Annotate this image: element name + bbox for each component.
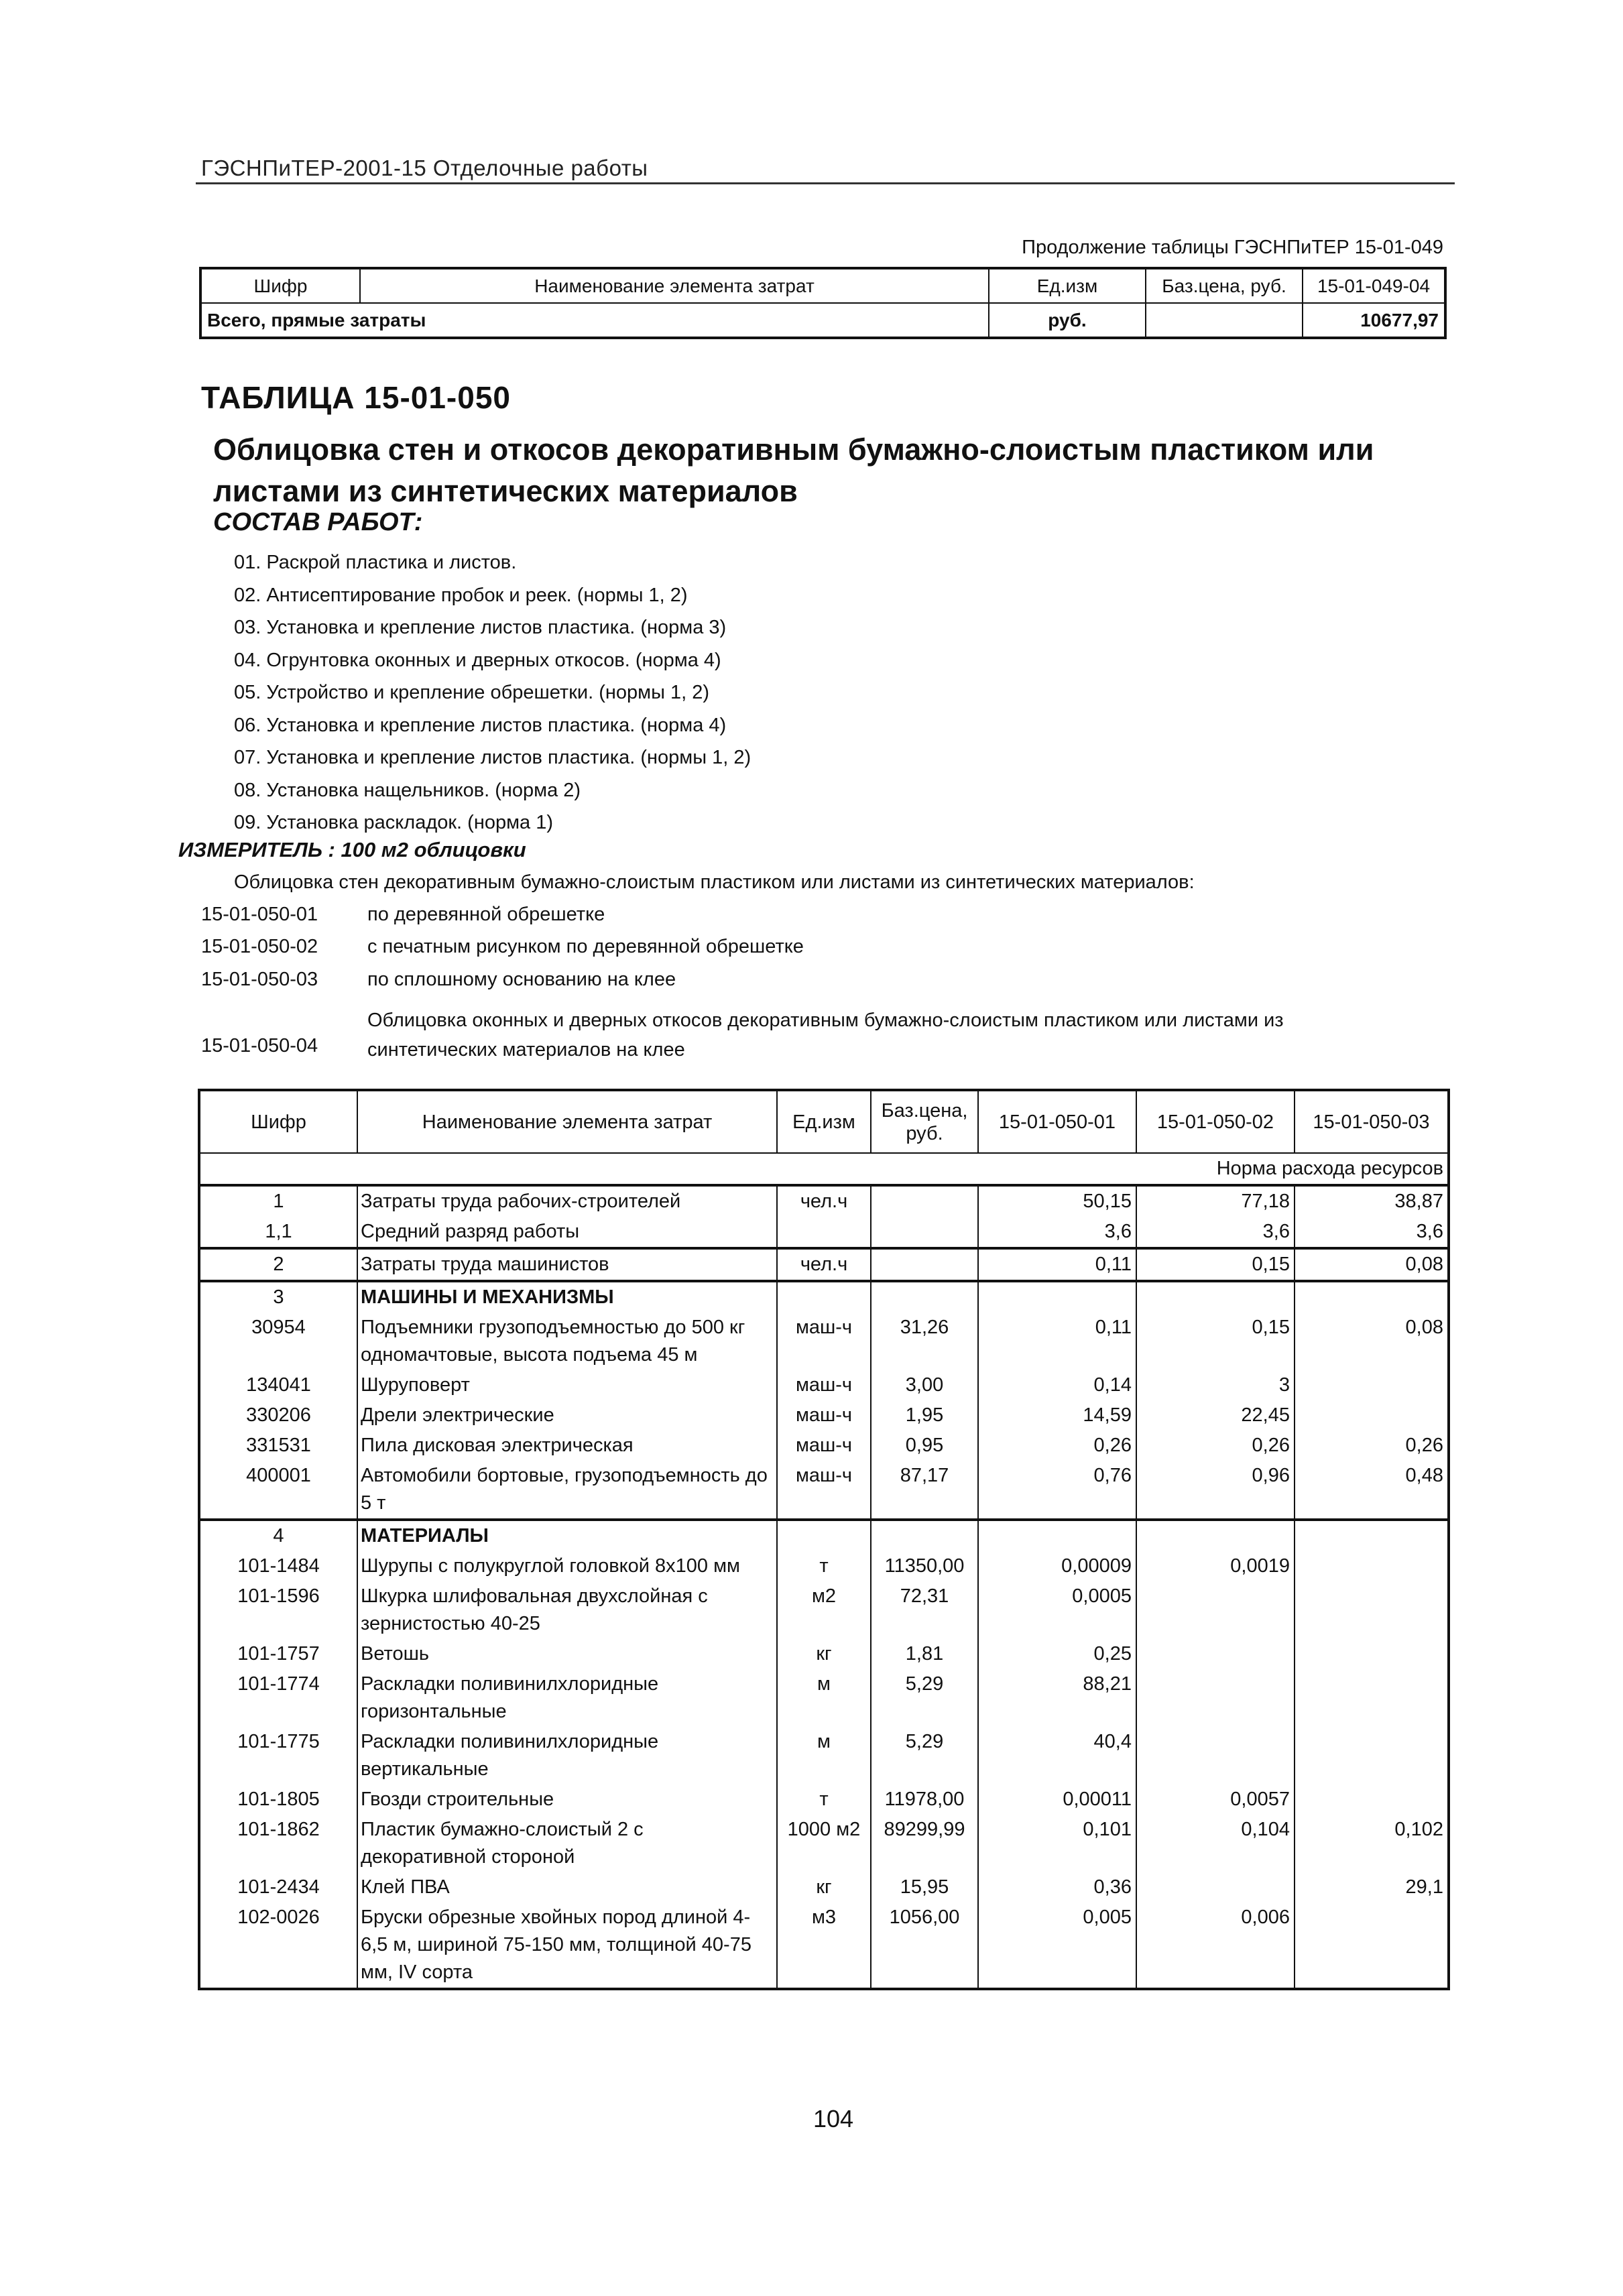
row-value-col2: 0,0057 [1136, 1785, 1295, 1815]
row-unit: маш-ч [777, 1313, 871, 1370]
table-row [199, 1872, 1449, 1902]
page-number: 104 [813, 2105, 854, 2132]
row-unit: м [777, 1727, 871, 1785]
row-price: 89299,99 [871, 1815, 978, 1872]
table-row [199, 1217, 1449, 1248]
table-row [199, 1400, 1449, 1431]
list-item: 09. Установка раскладок. (норма 1) [234, 812, 554, 833]
row-unit: чел.ч [777, 1248, 871, 1281]
row-price: 15,95 [871, 1872, 978, 1902]
row-price: 5,29 [871, 1669, 978, 1727]
row-value-col3: 0,48 [1295, 1461, 1449, 1520]
prev-total-unit: руб. [989, 303, 1146, 338]
table-row [199, 1281, 1449, 1313]
row-name: Пила дисковая электрическая [357, 1431, 777, 1461]
works-list [234, 546, 751, 839]
row-value-col2: 0,15 [1136, 1248, 1295, 1281]
row-price [871, 1217, 978, 1248]
row-value-col3: 0,102 [1295, 1815, 1449, 1872]
works-heading: СОСТАВ РАБОТ: [213, 508, 423, 536]
row-price: 87,17 [871, 1461, 978, 1520]
row-price: 3,00 [871, 1370, 978, 1400]
row-value-col1: 0,0005 [978, 1581, 1136, 1639]
row-code: 102-0026 [199, 1902, 357, 1989]
row-unit: 1000 м2 [777, 1815, 871, 1872]
running-title: ГЭСНПиТЕР-2001-15 Отделочные работы [201, 156, 648, 180]
row-name: Затраты труда рабочих-строителей [357, 1185, 777, 1217]
prev-total-label: Всего, прямые затраты [200, 303, 989, 338]
row-value-col3: 29,1 [1295, 1872, 1449, 1902]
row-value-col1: 0,36 [978, 1872, 1136, 1902]
row-value-col3 [1295, 1370, 1449, 1400]
table-row [199, 1313, 1449, 1370]
row-code: 4 [199, 1520, 357, 1551]
row-name: Автомобили бортовые, грузоподъемность до 5 т [357, 1461, 777, 1520]
row-unit: т [777, 1551, 871, 1581]
table-title: Облицовка стен и откосов декоративным бумажно-слоистым пластиком или листами из синтетических материалов [213, 432, 1374, 508]
row-name: Гвозди строительные [357, 1785, 777, 1815]
prev-total-price [1146, 303, 1303, 338]
row-value-col2 [1136, 1281, 1295, 1313]
row-name: Пластик бумажно-слоистый 2 с декоративной стороной [357, 1815, 777, 1872]
norm-code: 15-01-050-02 [201, 936, 318, 957]
row-name: Бруски обрезные хвойных пород длиной 4-6,5 м, шириной 75-150 мм, толщиной 40-75 мм, IV сорта [357, 1902, 777, 1989]
row-code: 101-1805 [199, 1785, 357, 1815]
norm-code: 15-01-050-01 [201, 904, 318, 925]
row-price: 1056,00 [871, 1902, 978, 1989]
row-code: 101-2434 [199, 1872, 357, 1902]
resources-table [198, 1089, 1450, 1990]
row-name: Ветошь [357, 1639, 777, 1669]
prev-table-caption: Продолжение таблицы ГЭСНПиТЕР 15-01-049 [1022, 237, 1443, 258]
row-value-col3 [1295, 1520, 1449, 1551]
row-code: 101-1774 [199, 1669, 357, 1727]
row-unit: кг [777, 1872, 871, 1902]
table-row [199, 1815, 1449, 1872]
prev-header-name: Наименование элемента затрат [360, 268, 989, 303]
row-value-col3 [1295, 1727, 1449, 1785]
list-item: 02. Антисептирование пробок и реек. (нормы 1, 2) [234, 584, 688, 606]
row-value-col2 [1136, 1581, 1295, 1639]
row-name: Затраты труда машинистов [357, 1248, 777, 1281]
row-value-col1: 50,15 [978, 1185, 1136, 1217]
row-code: 331531 [199, 1431, 357, 1461]
resources-header-row [199, 1090, 1449, 1153]
header-code: Шифр [199, 1090, 357, 1153]
row-unit: т [777, 1785, 871, 1815]
row-name: Подъемники грузоподъемностью до 500 кг одномачтовые, высота подъема 45 м [357, 1313, 777, 1370]
row-value-col2: 0,006 [1136, 1902, 1295, 1989]
row-name: Клей ПВА [357, 1872, 777, 1902]
prev-table-header-row [200, 268, 1445, 303]
row-value-col2: 0,96 [1136, 1461, 1295, 1520]
row-value-col1: 3,6 [978, 1217, 1136, 1248]
table-number: ТАБЛИЦА 15-01-050 [201, 380, 511, 415]
row-name: Дрели электрические [357, 1400, 777, 1431]
row-value-col3: 38,87 [1295, 1185, 1449, 1217]
header-name: Наименование элемента затрат [357, 1090, 777, 1153]
row-value-col3 [1295, 1785, 1449, 1815]
norm-code: 15-01-050-03 [201, 969, 318, 990]
row-value-col2 [1136, 1639, 1295, 1669]
row-price: 1,81 [871, 1639, 978, 1669]
row-value-col1: 0,11 [978, 1313, 1136, 1370]
table-row [199, 1248, 1449, 1281]
row-code: 1 [199, 1185, 357, 1217]
table-row [199, 1461, 1449, 1520]
row-value-col1: 0,76 [978, 1461, 1136, 1520]
row-value-col1: 0,11 [978, 1248, 1136, 1281]
row-price [871, 1520, 978, 1551]
row-unit: маш-ч [777, 1431, 871, 1461]
table-row [199, 1727, 1449, 1785]
row-value-col3 [1295, 1639, 1449, 1669]
table-row [199, 1431, 1449, 1461]
table-row [199, 1551, 1449, 1581]
prev-table-total-row [200, 303, 1445, 338]
norm-description: с печатным рисунком по деревянной обрешетке [367, 936, 804, 957]
header-col2: 15-01-050-02 [1136, 1090, 1295, 1153]
header-rule [196, 182, 1455, 184]
row-value-col2: 0,104 [1136, 1815, 1295, 1872]
header-col3: 15-01-050-03 [1295, 1090, 1449, 1153]
row-price [871, 1248, 978, 1281]
row-value-col3: 0,26 [1295, 1431, 1449, 1461]
row-price: 11978,00 [871, 1785, 978, 1815]
prev-header-col1: 15-01-049-04 [1303, 268, 1445, 303]
row-code: 101-1757 [199, 1639, 357, 1669]
table-row [199, 1785, 1449, 1815]
prev-table [199, 267, 1447, 339]
list-item: 07. Установка и крепление листов пластика. (нормы 1, 2) [234, 747, 752, 768]
row-value-col1: 0,00011 [978, 1785, 1136, 1815]
row-value-col3 [1295, 1902, 1449, 1989]
row-value-col1: 88,21 [978, 1669, 1136, 1727]
row-value-col2: 77,18 [1136, 1185, 1295, 1217]
list-item: 08. Установка нащельников. (норма 2) [234, 779, 581, 801]
list-item: 03. Установка и крепление листов пластика. (норма 3) [234, 617, 727, 638]
row-value-col2: 3 [1136, 1370, 1295, 1400]
row-code: 101-1596 [199, 1581, 357, 1639]
row-unit: маш-ч [777, 1370, 871, 1400]
row-value-col2: 3,6 [1136, 1217, 1295, 1248]
row-value-col1: 40,4 [978, 1727, 1136, 1785]
norm-code: 15-01-050-04 [201, 1035, 318, 1056]
row-code: 101-1862 [199, 1815, 357, 1872]
norm-description: по сплошному основанию на клее [367, 969, 676, 990]
row-unit: кг [777, 1639, 871, 1669]
header-unit: Ед.изм [777, 1090, 871, 1153]
row-code: 330206 [199, 1400, 357, 1431]
row-name: Шуруповерт [357, 1370, 777, 1400]
row-value-col3 [1295, 1400, 1449, 1431]
table-row [199, 1902, 1449, 1989]
row-name: Шурупы с полукруглой головкой 8х100 мм [357, 1551, 777, 1581]
row-name: Раскладки поливинилхлоридные вертикальные [357, 1727, 777, 1785]
table-row [199, 1639, 1449, 1669]
row-unit [777, 1217, 871, 1248]
row-value-col3: 3,6 [1295, 1217, 1449, 1248]
row-value-col1 [978, 1520, 1136, 1551]
row-price: 31,26 [871, 1313, 978, 1370]
row-value-col3 [1295, 1551, 1449, 1581]
row-unit: маш-ч [777, 1400, 871, 1431]
norm-description: по деревянной обрешетке [367, 904, 605, 925]
row-value-col1: 0,005 [978, 1902, 1136, 1989]
row-code: 134041 [199, 1370, 357, 1400]
row-name: МАТЕРИАЛЫ [357, 1520, 777, 1551]
table-row [199, 1185, 1449, 1217]
row-value-col1 [978, 1281, 1136, 1313]
row-price: 0,95 [871, 1431, 978, 1461]
header-col1: 15-01-050-01 [978, 1090, 1136, 1153]
row-value-col2 [1136, 1872, 1295, 1902]
row-value-col2: 0,0019 [1136, 1551, 1295, 1581]
row-unit: чел.ч [777, 1185, 871, 1217]
row-price: 5,29 [871, 1727, 978, 1785]
row-unit: маш-ч [777, 1461, 871, 1520]
row-value-col1: 0,25 [978, 1639, 1136, 1669]
norma-label: Норма расхода ресурсов [199, 1153, 1449, 1185]
row-value-col1: 0,14 [978, 1370, 1136, 1400]
row-value-col3 [1295, 1581, 1449, 1639]
row-value-col2 [1136, 1520, 1295, 1551]
row-unit [777, 1520, 871, 1551]
row-name: Раскладки поливинилхлоридные горизонтальные [357, 1669, 777, 1727]
row-unit: м2 [777, 1581, 871, 1639]
row-value-col3 [1295, 1669, 1449, 1727]
row-value-col3: 0,08 [1295, 1248, 1449, 1281]
table-row [199, 1581, 1449, 1639]
row-price: 72,31 [871, 1581, 978, 1639]
list-item: 04. Огрунтовка оконных и дверных откосов. (норма 4) [234, 649, 721, 671]
prev-header-code: Шифр [200, 268, 360, 303]
list-item: 05. Устройство и крепление обрешетки. (нормы 1, 2) [234, 682, 709, 703]
prev-total-value: 10677,97 [1303, 303, 1445, 338]
row-unit [777, 1281, 871, 1313]
row-value-col1: 0,101 [978, 1815, 1136, 1872]
row-price: 1,95 [871, 1400, 978, 1431]
row-code: 101-1484 [199, 1551, 357, 1581]
row-name: Средний разряд работы [357, 1217, 777, 1248]
header-price: Баз.цена, руб. [871, 1090, 978, 1153]
row-value-col1: 0,00009 [978, 1551, 1136, 1581]
row-code: 1,1 [199, 1217, 357, 1248]
list-item: 01. Раскрой пластика и листов. [234, 552, 517, 573]
row-code: 2 [199, 1248, 357, 1281]
prev-header-price: Баз.цена, руб. [1146, 268, 1303, 303]
row-code: 3 [199, 1281, 357, 1313]
row-price [871, 1281, 978, 1313]
row-price [871, 1185, 978, 1217]
row-code: 400001 [199, 1461, 357, 1520]
table-row [199, 1520, 1449, 1551]
meter: ИЗМЕРИТЕЛЬ : 100 м2 облицовки [178, 838, 526, 861]
norma-row [199, 1153, 1449, 1185]
table-row [199, 1370, 1449, 1400]
row-unit: м3 [777, 1902, 871, 1989]
row-value-col2: 0,26 [1136, 1431, 1295, 1461]
table-row [199, 1669, 1449, 1727]
row-value-col2: 22,45 [1136, 1400, 1295, 1431]
row-name: МАШИНЫ И МЕХАНИЗМЫ [357, 1281, 777, 1313]
row-value-col2: 0,15 [1136, 1313, 1295, 1370]
row-value-col3: 0,08 [1295, 1313, 1449, 1370]
row-value-col2 [1136, 1727, 1295, 1785]
row-unit: м [777, 1669, 871, 1727]
row-code: 30954 [199, 1313, 357, 1370]
list-item: 06. Установка и крепление листов пластика. (норма 4) [234, 714, 727, 736]
prev-header-unit: Ед.изм [989, 268, 1146, 303]
row-value-col1: 0,26 [978, 1431, 1136, 1461]
row-name: Шкурка шлифовальная двухслойная с зернистостью 40-25 [357, 1581, 777, 1639]
row-value-col3 [1295, 1281, 1449, 1313]
row-code: 101-1775 [199, 1727, 357, 1785]
row-value-col2 [1136, 1669, 1295, 1727]
row-price: 11350,00 [871, 1551, 978, 1581]
meter-description: Облицовка стен декоративным бумажно-слоистым пластиком или листами из синтетических материалов: [234, 871, 1195, 893]
row-value-col1: 14,59 [978, 1400, 1136, 1431]
norm-description: Облицовка оконных и дверных откосов декоративным бумажно-слоистым пластиком или листами из синтетических материалов на клее [367, 1010, 1284, 1061]
